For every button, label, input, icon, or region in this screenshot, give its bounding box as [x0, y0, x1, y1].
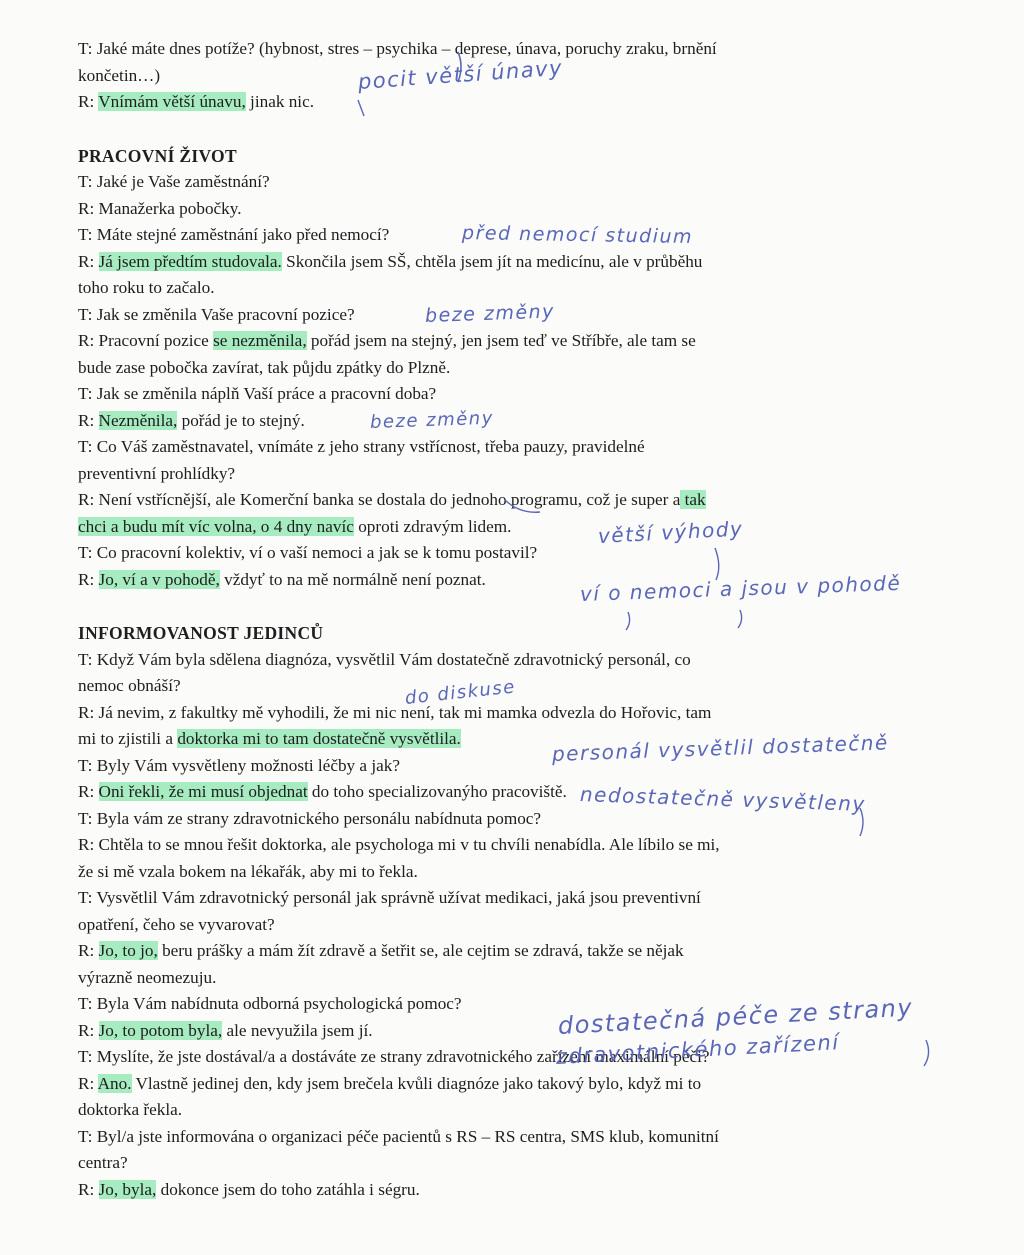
highlight: Oni řekli, že mi musí objednat	[98, 782, 308, 801]
question-line: T: Byla vám ze strany zdravotnického personálu nabídnuta pomoc?	[78, 808, 542, 828]
section-heading: INFORMOVANOST JEDINCŮ	[78, 623, 324, 643]
answer-line: R: Vnímám větší únavu, jinak nic.	[78, 92, 315, 111]
question-line: T: Co pracovní kolektiv, ví o vaší nemoci a jak se k tomu postavil?	[78, 543, 538, 562]
handwritten-note: beze změny	[424, 300, 556, 327]
question-line: T: Vysvětlil Vám zdravotnický personál jak správně užívat medikaci, jaká jsou preventivní	[78, 888, 701, 907]
question-line: T: Byla Vám nabídnuta odborná psychologická pomoc?	[78, 994, 462, 1013]
question-line: T: Jak se změnila Vaše pracovní pozice?	[78, 304, 355, 324]
question-line: T: Máte stejné zaměstnání jako před nemocí?	[78, 225, 390, 244]
question-line: T: Byl/a jste informována o organizaci péče pacientů s RS – RS centra, SMS klub, komunitní	[78, 1126, 719, 1146]
highlight: Jo, to jo,	[98, 941, 158, 960]
question-line: T: Když Vám byla sdělena diagnóza, vysvětlil Vám dostatečně zdravotnický personál, co	[78, 649, 691, 669]
handwritten-note: beze změny	[369, 407, 495, 433]
answer-line: R: Chtěla to se mnou řešit doktorka, ale psychologa mi v tu chvíli nenabídla. Ale líbilo se mi,	[78, 835, 720, 854]
question-line: nemoc obnáší?	[78, 676, 181, 695]
handwritten-note: do diskuse	[403, 676, 517, 709]
question-line: T: Byly Vám vysvětleny možnosti léčby a jak?	[78, 755, 400, 775]
highlight: Ano.	[97, 1073, 132, 1093]
highlight: Já jsem předtím studovala.	[98, 251, 282, 271]
answer-line: R: Jo, to jo, beru prášky a mám žít zdravě a šetřit se, ale cejtim se zdravá, takže se nějak	[78, 941, 684, 960]
handwritten-note: ví o nemoci a jsou v pohodě	[579, 570, 902, 606]
answer-line: R: Já nevim, z fakultky mě vyhodili, že mi nic není, tak mi mamka odvezla do Hořovic, tam	[78, 702, 712, 722]
question-line: centra?	[78, 1153, 128, 1172]
answer-line: R: Jo, to potom byla, ale nevyužila jsem jí.	[78, 1020, 373, 1040]
handwritten-note: větší výhody	[597, 516, 744, 548]
highlight: se nezměnila,	[213, 331, 307, 350]
highlight: Jo, to potom byla,	[98, 1020, 223, 1040]
highlight: tak	[680, 490, 706, 509]
answer-line: R: Jo, byla, dokonce jsem do toho zatáhla i ségru.	[78, 1179, 420, 1199]
answer-line: doktorka řekla.	[78, 1100, 183, 1119]
handwritten-note: pocit větší únavy	[357, 55, 564, 94]
answer-line: chci a budu mít víc volna, o 4 dny navíc oproti zdravým lidem.	[78, 516, 512, 536]
answer-line: R: Ano. Vlastně jedinej den, kdy jsem brečela kvůli diagnóze jako takový bylo, když mi to	[78, 1073, 702, 1093]
question-line: opatření, čeho se vyvarovat?	[78, 914, 275, 934]
highlight: Nezměnila,	[98, 410, 178, 430]
question-line: T: Jaké je Vaše zaměstnání?	[78, 172, 270, 191]
highlight: chci a budu mít víc volna, o 4 dny navíc	[78, 516, 354, 536]
answer-line: že si mě vzala bokem na lékařák, aby mi to řekla.	[78, 861, 418, 881]
answer-line: R: Oni řekli, že mi musí objednat do toho specializovanýho pracoviště.	[78, 782, 567, 801]
question-line: T: Myslíte, že jste dostával/a a dostáváte ze strany zdravotnického zařízení maximální péči?	[78, 1047, 710, 1066]
question-line: T: Jak se změnila náplň Vaší práce a pracovní doba?	[78, 384, 437, 403]
answer-line: výrazně neomezuju.	[78, 967, 217, 987]
handwritten-note: personál vysvětlil dostatečně	[551, 730, 890, 766]
handwritten-note: nedostatečně vysvětleny	[579, 782, 867, 816]
highlight: Vnímám větší únavu,	[98, 92, 246, 111]
answer-line: bude zase pobočka zavírat, tak půjdu zpátky do Plzně.	[78, 357, 451, 377]
handwritten-note: dostatečná péče ze strany	[557, 993, 914, 1040]
answer-line: toho roku to začalo.	[78, 278, 215, 297]
highlight: Jo, ví a v pohodě,	[98, 569, 220, 589]
answer-line: R: Jo, ví a v pohodě, vždyť to na mě normálně není poznat.	[78, 569, 486, 589]
section-heading: PRACOVNÍ ŽIVOT	[78, 145, 237, 166]
answer-line: R: Pracovní pozice se nezměnila, pořád jsem na stejný, jen jsem teď ve Stříbře, ale tam se	[78, 331, 696, 350]
handwritten-note: zdravotnického zařízení	[555, 1030, 841, 1069]
answer-line: mi to zjistili a doktorka mi to tam dostatečně vysvětlila.	[78, 729, 461, 748]
answer-line: R: Manažerka pobočky.	[78, 198, 242, 218]
question-line: T: Jaké máte dnes potíže? (hybnost, stres – psychika – deprese, únava, poruchy zraku, brnění	[78, 39, 717, 58]
question-line: T: Co Váš zaměstnavatel, vnímáte z jeho strany vstřícnost, třeba pauzy, pravidelné	[78, 437, 645, 456]
handwritten-note: před nemocí studium	[461, 222, 694, 249]
question-line: končetin…)	[78, 65, 161, 85]
highlight: Jo, byla,	[98, 1179, 157, 1199]
answer-line: R: Nezměnila, pořád je to stejný.	[78, 410, 305, 430]
highlight: doktorka mi to tam dostatečně vysvětlila.	[177, 729, 461, 748]
question-line: preventivní prohlídky?	[78, 463, 236, 483]
answer-line: R: Není vstřícnější, ale Komerční banka se dostala do jednoho programu, což je super a tak	[78, 490, 706, 509]
answer-line: R: Já jsem předtím studovala. Skončila jsem SŠ, chtěla jsem jít na medicínu, ale v průběhu	[78, 251, 703, 271]
